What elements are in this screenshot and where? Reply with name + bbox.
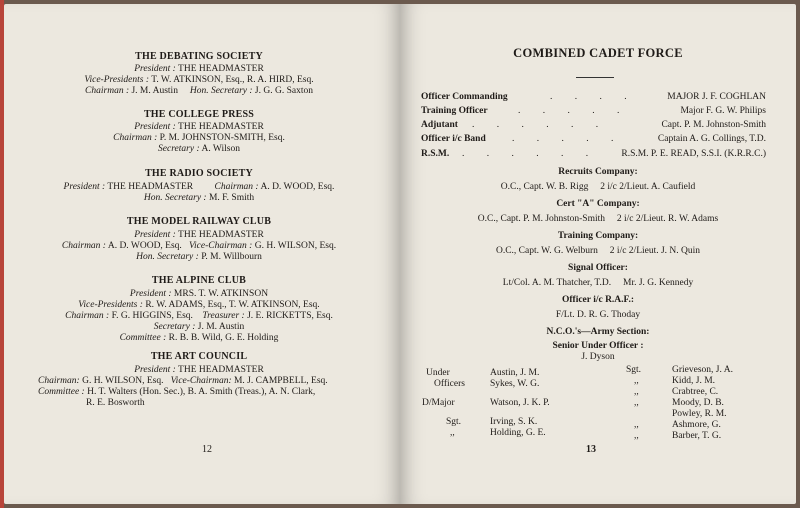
line: Committee : R. B. B. Wild, G. E. Holding [119, 333, 279, 343]
section-title: THE DEBATING SOCIETY [135, 51, 263, 62]
company-heading: Recruits Company: [558, 167, 638, 177]
nco-rank: ,, [634, 398, 639, 408]
suo-heading: Senior Under Officer : [552, 341, 644, 351]
nco-name: Moody, D. B. [672, 398, 724, 408]
nco-rank: Sgt. [446, 417, 462, 427]
nco-rank: ,, [634, 420, 639, 430]
leader-dots: . . . . . [512, 134, 624, 144]
company-heading: Signal Officer: [568, 263, 628, 273]
line: Vice-Presidents : R. W. ADAMS, Esq., T. W. ATKINSON, Esq. [78, 300, 320, 310]
nco-name: Holding, G. E. [490, 428, 546, 438]
page-number: 12 [202, 444, 212, 455]
line: Secretary : J. M. Austin [153, 322, 245, 332]
nco-name: Powley, R. M. [672, 409, 727, 419]
company-heading: Officer i/c R.A.F.: [561, 295, 635, 305]
officer-name: MAJOR J. F. COGHLAN [667, 92, 766, 102]
officer-name: R.S.M. P. E. READ, S.S.I. (K.R.R.C.) [621, 149, 766, 159]
nco-name: Watson, J. K. P. [490, 398, 550, 408]
line: Chairman : J. M. Austin Hon. Secretary : J. G. G. Saxton [85, 86, 313, 96]
line: R. E. Bosworth [86, 398, 145, 408]
leader-dots: . . . . [550, 92, 637, 102]
right-page [400, 4, 796, 504]
line: Chairman : F. G. HIGGINS, Esq. Treasurer : J. E. RICKETTS, Esq. [65, 311, 333, 321]
nco-rank: ,, [450, 428, 455, 438]
nco-rank: Sgt. [626, 365, 642, 375]
title-rule [576, 77, 614, 78]
line: Hon. Secretary : M. F. Smith [143, 193, 255, 203]
nco-name: Crabtree, C. [672, 387, 719, 397]
nco-rank: ,, [634, 387, 639, 397]
line: Vice-Presidents : T. W. ATKINSON, Esq., R. A. HIRD, Esq. [84, 75, 314, 85]
line: President : THE HEADMASTER [134, 64, 264, 74]
line: Secretary : A. Wilson [158, 144, 240, 154]
nco-rank: ,, [634, 431, 639, 441]
company-heading: Training Company: [557, 231, 639, 241]
section-title: THE COLLEGE PRESS [143, 109, 255, 120]
line: Chairman : A. D. WOOD, Esq. Vice-Chairman : G. H. WILSON, Esq. [61, 241, 337, 251]
nco-name: Austin, J. M. [490, 368, 540, 378]
officer-role: Adjutant [421, 120, 458, 130]
page-number: 13 [586, 444, 596, 455]
company-line: O.C., Capt. W. B. Rigg 2 i/c 2/Lieut. A. Caufield [500, 182, 696, 192]
officer-name: Major F. G. W. Philips [680, 106, 766, 116]
nco-rank: Under [426, 368, 450, 378]
line: President : THE HEADMASTER Chairman : A. D. WOOD, Esq. [63, 182, 335, 192]
nco-name: Ashmore, G. [672, 420, 721, 430]
officer-role: Officer Commanding [421, 92, 508, 102]
nco-name: Sykes, W. G. [490, 379, 540, 389]
officer-role: Training Officer [421, 106, 488, 116]
nco-rank: Officers [434, 379, 465, 389]
line: Hon. Secretary : P. M. Willbourn [136, 252, 262, 262]
company-heading: Cert "A" Company: [556, 199, 640, 209]
company-line: O.C., Capt. P. M. Johnston-Smith 2 i/c 2/Lieut. R. W. Adams [477, 214, 719, 224]
leader-dots: . . . . . [518, 106, 630, 116]
officer-role: R.S.M. [421, 149, 450, 159]
line: Chairman: G. H. WILSON, Esq. Vice-Chairman: M. J. CAMPBELL, Esq. [38, 376, 328, 386]
nco-name: Kidd, J. M. [672, 376, 716, 386]
section-title: THE MODEL RAILWAY CLUB [126, 216, 272, 227]
leader-dots: . . . . . . [472, 120, 609, 130]
suo-name: J. Dyson [581, 352, 615, 362]
line: Committee : H. T. Walters (Hon. Sec.), B. A. Smith (Treas.), A. N. Clark, [38, 387, 316, 397]
nco-heading: N.C.O.'s—Army Section: [546, 327, 650, 337]
company-line: Lt/Col. A. M. Thatcher, T.D. Mr. J. G. Kennedy [502, 278, 694, 288]
line: Chairman : P. M. JOHNSTON-SMITH, Esq. [113, 133, 285, 143]
line: President : THE HEADMASTER [134, 230, 264, 240]
nco-name: Barber, T. G. [672, 431, 722, 441]
line: President : MRS. T. W. ATKINSON [129, 289, 269, 299]
line: President : THE HEADMASTER [134, 365, 264, 375]
company-line: O.C., Capt. W. G. Welburn 2 i/c 2/Lieut. J. N. Quin [495, 246, 701, 256]
section-title: THE ART COUNCIL [150, 351, 248, 362]
section-title: THE RADIO SOCIETY [145, 168, 253, 179]
page-title: COMBINED CADET FORCE [513, 46, 683, 60]
line: President : THE HEADMASTER [134, 122, 264, 132]
nco-name: Irving, S. K. [490, 417, 538, 427]
section-title: THE ALPINE CLUB [151, 275, 247, 286]
officer-name: Captain A. G. Collings, T.D. [657, 134, 766, 144]
officer-role: Officer i/c Band [421, 134, 486, 144]
nco-rank: ,, [634, 376, 639, 386]
company-line: F/Lt. D. R. G. Thoday [555, 310, 641, 320]
nco-rank: D/Major [422, 398, 455, 408]
left-page [4, 4, 400, 504]
nco-name: Grieveson, J. A. [672, 365, 733, 375]
officer-name: Capt. P. M. Johnston-Smith [661, 120, 766, 130]
leader-dots: . . . . . . [462, 149, 599, 159]
